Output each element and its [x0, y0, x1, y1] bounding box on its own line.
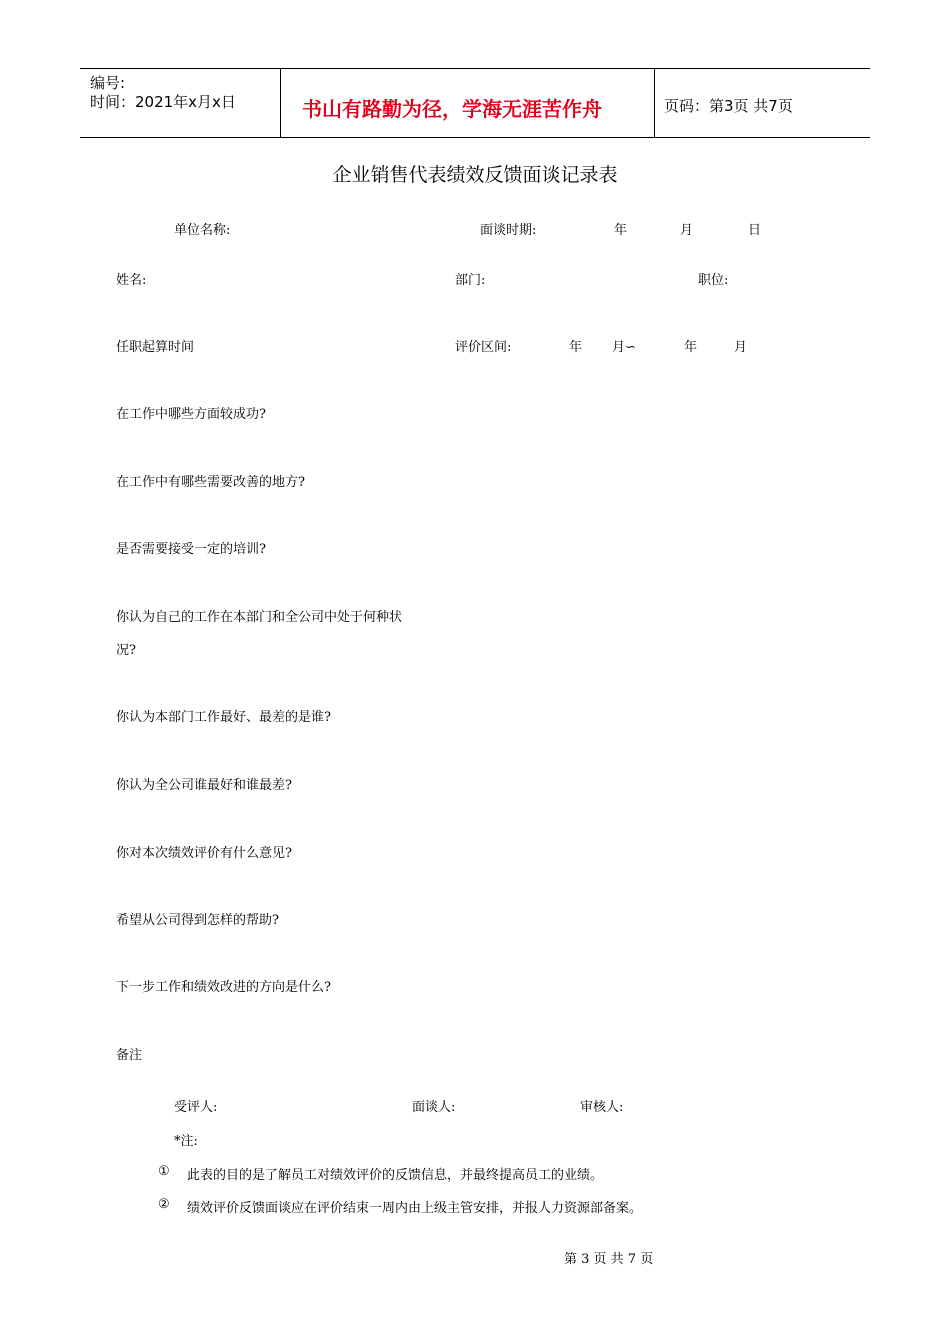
note-number: ①	[158, 1164, 170, 1179]
remarks-label: 备注	[116, 1048, 143, 1063]
interviewer-label: 面谈人:	[412, 1100, 456, 1115]
question-item: 希望从公司得到怎样的帮助?	[116, 913, 279, 928]
notes-label: *注:	[174, 1134, 198, 1149]
note-text: 此表的目的是了解员工对绩效评价的反馈信息，并最终提高员工的业绩。	[187, 1168, 604, 1183]
reviewee-label: 受评人:	[174, 1100, 218, 1115]
question-item: 在工作中有哪些需要改善的地方?	[116, 475, 305, 490]
question-item: 在工作中哪些方面较成功?	[116, 407, 266, 422]
question-item: 下一步工作和绩效改进的方向是什么?	[116, 980, 331, 995]
header-divider	[280, 69, 281, 137]
unit-name-label: 单位名称:	[174, 223, 231, 238]
start-time-label: 任职起算时间	[116, 340, 195, 355]
position-label: 职位:	[698, 273, 729, 288]
page-footer: 第 3 页 共 7 页	[564, 1252, 654, 1267]
question-item: 是否需要接受一定的培训?	[116, 542, 266, 557]
header-divider	[654, 69, 655, 137]
page-title: 企业销售代表绩效反馈面谈记录表	[332, 164, 618, 186]
date-day: 日	[748, 223, 762, 238]
question-item: 你认为本部门工作最好、最差的是谁?	[116, 710, 331, 725]
department-label: 部门:	[455, 273, 486, 288]
note-text: 绩效评价反馈面谈应在评价结束一周内由上级主管安排，并报人力资源部备案。	[187, 1201, 643, 1216]
serial-label: 编号:	[90, 74, 126, 92]
question-item: 况?	[116, 643, 136, 658]
question-item: 你认为全公司谁最好和谁最差?	[116, 778, 292, 793]
date-year: 年	[614, 223, 628, 238]
motto: 书山有路勤为径，学海无涯苦作舟	[302, 97, 602, 121]
question-item: 你对本次绩效评价有什么意见?	[116, 846, 292, 861]
header-table	[80, 68, 870, 138]
period-year-end: 年	[684, 340, 698, 355]
period-month-end: 月	[734, 340, 748, 355]
eval-period-label: 评价区间:	[455, 340, 512, 355]
date-month: 月	[680, 223, 694, 238]
interview-date-label: 面谈时期:	[480, 223, 537, 238]
question-item: 你认为自己的工作在本部门和全公司中处于何种状	[116, 610, 403, 625]
page-code: 页码：第3页 共7页	[664, 97, 793, 115]
period-month-start: 月∽	[612, 340, 636, 355]
period-year-start: 年	[569, 340, 583, 355]
note-number: ②	[158, 1197, 170, 1212]
auditor-label: 审核人:	[580, 1100, 624, 1115]
time-label: 时间：2021年x月x日	[90, 93, 236, 111]
name-label: 姓名:	[116, 273, 147, 288]
